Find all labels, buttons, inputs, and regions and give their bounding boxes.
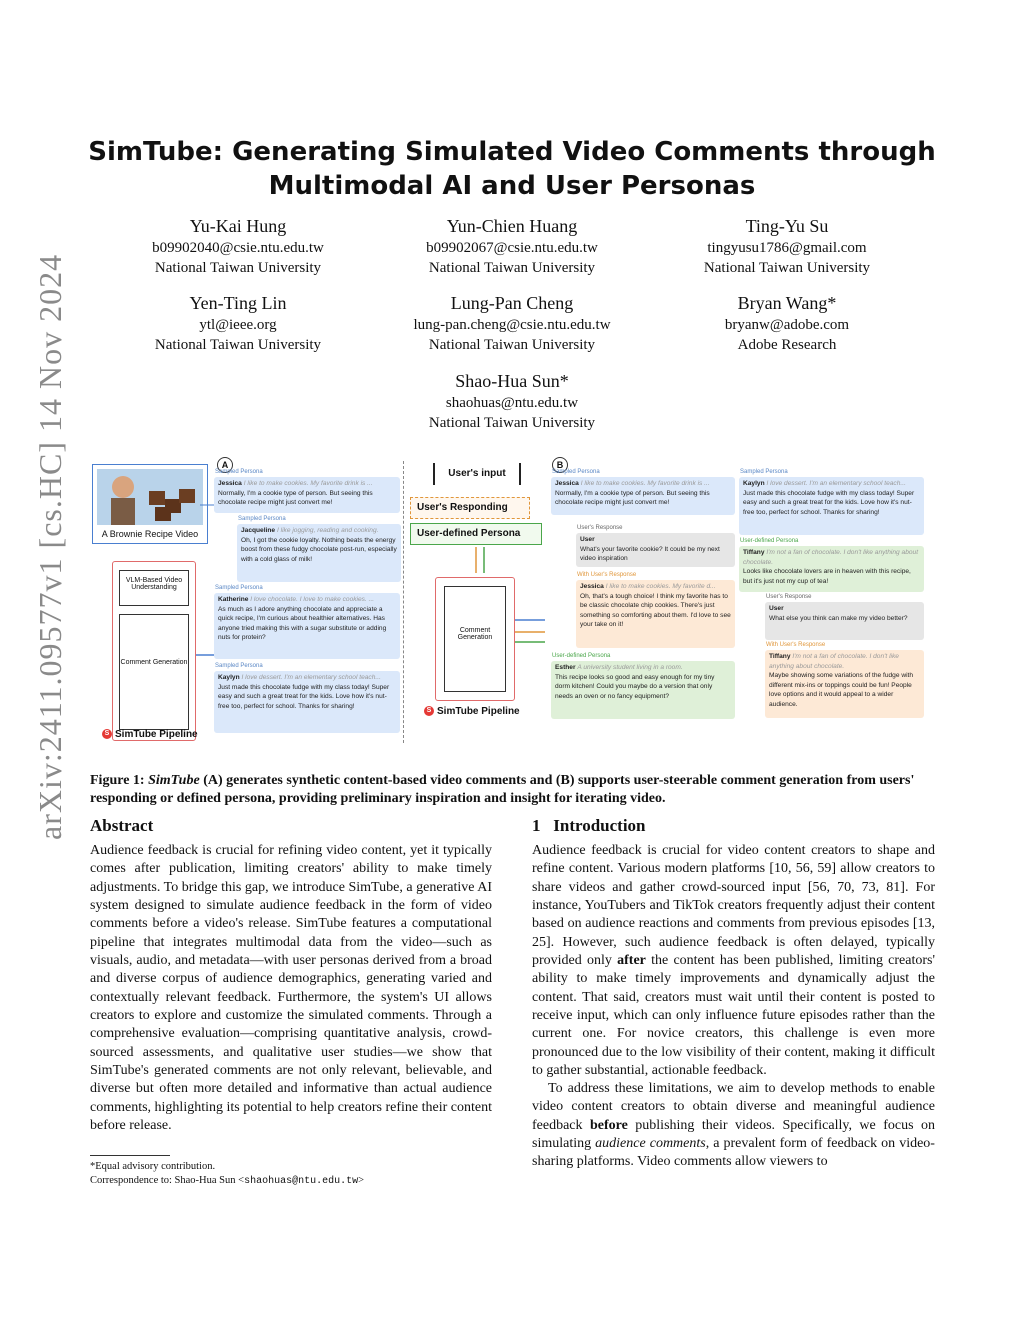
caption-prefix: Figure 1: xyxy=(90,773,149,788)
author-affiliation: National Taiwan University xyxy=(154,337,322,353)
video-caption: A Brownie Recipe Video xyxy=(101,529,199,539)
comment-text: Oh, that's a tough choice! I think my favorite has to be classic chocolate chip cookies. There's just something so comforting about them. I'd love to see your take on it! xyxy=(580,592,731,628)
sampled-persona-label: Sampled Persona xyxy=(215,585,263,591)
comment-card xyxy=(237,524,401,582)
commenter-persona: I like to make cookies. My favorite drink is ... xyxy=(243,480,373,487)
author-name: Yun-Chien Huang xyxy=(446,216,578,236)
author-email: shaohuas@ntu.edu.tw xyxy=(445,395,579,411)
pipeline-label-text: SimTube Pipeline xyxy=(437,706,520,717)
author-email: bryanw@adobe.com xyxy=(724,317,850,333)
title-line-1: SimTube: Generating Simulated Video Comments through xyxy=(88,137,936,167)
author-name: Bryan Wang* xyxy=(737,293,837,313)
user-defined-persona-option[interactable] xyxy=(410,523,542,545)
vlm-module: VLM-Based Video Understanding xyxy=(119,570,189,606)
author-affiliation: National Taiwan University xyxy=(428,415,596,431)
sampled-persona-label: Sampled Persona xyxy=(740,469,788,475)
section-number: 1 xyxy=(532,816,541,835)
footnote-text: > xyxy=(358,1175,365,1186)
comment-card xyxy=(765,650,924,718)
commenter-name: User xyxy=(580,536,595,543)
commenter-persona: I love dessert. I'm an elementary school teach... xyxy=(241,674,381,681)
footnote-text: Correspondence to: Shao-Hua Sun < xyxy=(90,1175,245,1186)
author-name: Lung-Pan Cheng xyxy=(450,293,574,313)
author-name: Shao-Hua Sun* xyxy=(455,371,569,391)
with-user-response-label: With User's Response xyxy=(766,642,826,648)
panel-divider xyxy=(403,461,404,743)
users-responding-option[interactable] xyxy=(410,497,530,519)
author-affiliation: National Taiwan University xyxy=(428,337,596,353)
abstract-text: Audience feedback is crucial for refining video content, yet it typically comes after publication, limiting creators' ability to make timely adjustments. To bridge this gap, we introduce SimTube, a generative AI system designed to simulate audience feedback in the form of video comments before a video's release. SimTube features a computational pipeline that integrates multimodal data from the video—such as visuals, audio, and metadata—with user personas derived from a broad and diverse corpus of audience demographics, generating varied and contextually relevant feedback. Furthermore, the system's UI allows creators to explore and customize the simulated comments. Through a comprehensive evaluation—comprising quantitative analysis, crowd-sourced assessments, and qualitative user studies—we show that SimTube's generated comments are not only relevant, believable, and diverse but often more detailed and informative than actual audience comments, highlighting its potential to help creators refine their content before release. xyxy=(90,843,493,1134)
author-block xyxy=(657,291,917,355)
comment-card xyxy=(214,477,400,513)
output-arrows xyxy=(515,610,551,670)
paper-title xyxy=(0,135,1024,203)
comment-text: Maybe showing some variations of the fudge with different mix-ins or toppings could be fun! People love options and it would appeal to a wider audience. xyxy=(769,672,914,708)
users-input-header: User's input xyxy=(433,463,521,485)
author-name: Yen-Ting Lin xyxy=(189,293,287,313)
correspondence-email: shaohuas@ntu.edu.tw xyxy=(244,1176,359,1187)
commenter-persona: I like to make cookies. My favorite d... xyxy=(605,583,716,590)
with-user-response-label: With User's Response xyxy=(577,572,637,578)
commenter-persona: I'm not a fan of chocolate. I don't like anything about chocolate. xyxy=(769,653,899,670)
commenter-name: Jessica xyxy=(555,480,579,487)
comment-text: Oh, I got the cookie loyalty. Nothing beats the energy boost from these fudgy chocolate post-run, especially with a cold glass of milk! xyxy=(241,536,397,563)
author-block xyxy=(382,214,642,278)
intro-text: publishing their videos. Specifically, we focus on simulating xyxy=(532,1117,935,1152)
author-affiliation: Adobe Research xyxy=(737,337,837,353)
comment-text: Normally, I'm a cookie type of person. But seeing this chocolate recipe might just convert me! xyxy=(218,489,373,506)
user-reply-card xyxy=(765,602,924,640)
author-block xyxy=(657,214,917,278)
comment-card xyxy=(551,477,735,515)
commenter-name: Esther xyxy=(555,664,576,671)
comment-text: Just made this chocolate fudge with my class today! Super easy and such a great treat for the kids. Love how it's nut-free too, perfect for school. Thanks for sharing! xyxy=(743,489,915,516)
comment-text: What else you think can make my video better? xyxy=(769,614,908,622)
comment-card xyxy=(576,580,735,648)
simtube-logo-icon: S xyxy=(102,729,112,739)
intro-emphasis: audience comments xyxy=(595,1136,706,1152)
comment-text: This recipe looks so good and easy enough for my tiny dorm kitchen! Could you maybe do a version that only needs an oven or no fancy equipment? xyxy=(555,673,715,700)
panel-b-label: B xyxy=(552,457,568,473)
comment-card xyxy=(551,661,735,719)
comment-card xyxy=(739,477,924,535)
commenter-persona: I'm not a fan of chocolate. I don't like anything about chocolate. xyxy=(743,549,919,566)
intro-heading xyxy=(532,816,646,836)
commenter-persona: I love chocolate. I love to make cookies. ... xyxy=(250,596,375,603)
comment-text: Normally, I'm a cookie type of person. But seeing this chocolate recipe might just convert me! xyxy=(555,489,710,506)
comment-text: What's your favorite cookie? It could be my next video inspiration xyxy=(580,545,720,562)
commenter-persona: A university student living in a room. xyxy=(577,664,683,671)
caption-system-name: SimTube xyxy=(148,773,200,788)
panel-a-label: A xyxy=(217,457,233,473)
comment-text: Looks like chocolate lovers are in heaven with this recipe, but it's just not my cup of tea! xyxy=(743,568,911,585)
figure-1 xyxy=(90,455,935,745)
footnote-correspondence xyxy=(90,1174,490,1189)
simtube-logo-icon: S xyxy=(424,706,434,716)
commenter-name: Kaylyn xyxy=(743,480,765,487)
intro-text: Audience feedback is crucial for video content creators to shape and refine content. Various modern platforms [10, 56, 59] allow creators to share videos and gather crowd-sourced input [56, 70, 73, 81]. For instance, YouTubers and TikTok creators frequently adjust their content based on audience reactions and comments from previous episodes [13, 25]. However, such audience feedback is often delayed, typically provided only xyxy=(532,843,935,969)
simtube-pipeline-b xyxy=(435,577,515,701)
simtube-pipeline-a xyxy=(112,561,196,741)
pipeline-label-a xyxy=(102,729,198,740)
author-affiliation: National Taiwan University xyxy=(428,260,596,276)
user-response-label: User's Response xyxy=(577,525,623,531)
author-block xyxy=(108,214,368,278)
user-reply-card xyxy=(576,533,735,567)
brownie-video-thumbnail xyxy=(93,465,207,527)
user-defined-persona-label: User-defined Persona xyxy=(552,653,611,659)
sampled-persona-label: Sampled Persona xyxy=(552,469,600,475)
intro-text: the content has been published, limiting creators' ability to make timely improvements and dynamically adjust the content. That said, creators must wait until their content is posted to receive input, which can only influence future episodes rather than the current one. For novice creators, this challenge is even more pronounced due to the low visibility of their content, making it difficult to gather substantial, actionable feedback. xyxy=(532,953,936,1079)
user-response-label: User's Response xyxy=(766,594,812,600)
comment-text: Just made this chocolate fudge with my class today! Super easy and such a great treat for the kids. Love how it's nut-free too, perfect for school. Thanks for sharing! xyxy=(218,683,390,710)
commenter-persona: I like jogging, reading and cooking. xyxy=(276,527,379,534)
intro-paragraph-1 xyxy=(532,842,935,1080)
pipeline-label-b xyxy=(424,706,520,717)
comment-text: As much as I adore anything chocolate and appreciate a quick recipe, I'm curious about healthier alternatives. Has anyone tried making this with a sugar substitute or adding nuts for protein? xyxy=(218,605,387,641)
user-defined-persona-label: User-defined Persona xyxy=(740,538,799,544)
input-arrows xyxy=(466,547,496,577)
author-email: ytl@ieee.org xyxy=(199,317,277,333)
footnote-equal-contribution: *Equal advisory contribution. xyxy=(90,1161,216,1172)
commenter-name: User xyxy=(769,605,784,612)
sampled-persona-label: Sampled Persona xyxy=(215,663,263,669)
intro-text: To address these limitations, we aim to develop methods to enable video content creators to obtain diverse and meaningful audience feedback xyxy=(532,1081,935,1133)
figure-caption xyxy=(90,772,935,808)
section-title: Introduction xyxy=(553,816,646,835)
commenter-persona: I like to make cookies. My favorite drink is ... xyxy=(580,480,710,487)
sampled-persona-label: Sampled Persona xyxy=(215,469,263,475)
footnote xyxy=(90,1160,490,1189)
commenter-name: Tiffany xyxy=(743,549,765,556)
intro-emphasis: before xyxy=(589,1117,628,1133)
author-email: lung-pan.cheng@csie.ntu.edu.tw xyxy=(413,317,611,333)
sampled-persona-label: Sampled Persona xyxy=(238,516,286,522)
abstract-heading: Abstract xyxy=(90,816,154,835)
intro-text: , a prevalent form of feedback on video-sharing platforms. Video comments allow viewers to xyxy=(532,1136,935,1170)
author-name: Yu-Kai Hung xyxy=(189,216,287,236)
author-name: Ting-Yu Su xyxy=(745,216,829,236)
comment-card xyxy=(214,671,400,733)
comment-generation-module: Comment Generation xyxy=(119,614,189,730)
video-thumbnail-frame xyxy=(92,464,208,544)
author-block xyxy=(382,291,642,355)
commenter-name: Kaylyn xyxy=(218,674,240,681)
footnote-rule xyxy=(90,1155,170,1156)
author-email: b09902067@csie.ntu.edu.tw xyxy=(426,240,598,256)
author-affiliation: National Taiwan University xyxy=(703,260,871,276)
author-block xyxy=(108,291,368,355)
commenter-name: Jessica xyxy=(218,480,242,487)
arxiv-identifier: arXiv:2411.09577v1 [cs.HC] 14 Nov 2024 xyxy=(32,253,68,840)
commenter-persona: I love dessert. I'm an elementary school teach... xyxy=(766,480,906,487)
user-defined-persona-text: User-defined Persona xyxy=(417,528,521,539)
comment-generation-module-b: Comment Generation xyxy=(444,586,506,692)
pipeline-label-text: SimTube Pipeline xyxy=(115,729,198,740)
commenter-name: Jacqueline xyxy=(241,527,276,534)
intro-emphasis: after xyxy=(617,953,646,969)
commenter-name: Tiffany xyxy=(769,653,791,660)
users-responding-label: User's Responding xyxy=(417,502,508,513)
intro-paragraph-2 xyxy=(532,1080,935,1172)
author-affiliation: National Taiwan University xyxy=(154,260,322,276)
author-block xyxy=(382,369,642,433)
commenter-name: Katherine xyxy=(218,596,249,603)
title-line-2: Multimodal AI and User Personas xyxy=(268,171,756,201)
caption-text: (A) generates synthetic content-based video comments and (B) supports user-steerable comment generation from users' responding or defined persona, providing preliminary inspiration and insight for iterating video. xyxy=(90,773,915,806)
commenter-name: Jessica xyxy=(580,583,604,590)
author-email: tingyusu1786@gmail.com xyxy=(707,240,867,256)
author-email: b09902040@csie.ntu.edu.tw xyxy=(152,240,324,256)
comment-card xyxy=(214,593,400,659)
comment-card xyxy=(739,546,924,592)
